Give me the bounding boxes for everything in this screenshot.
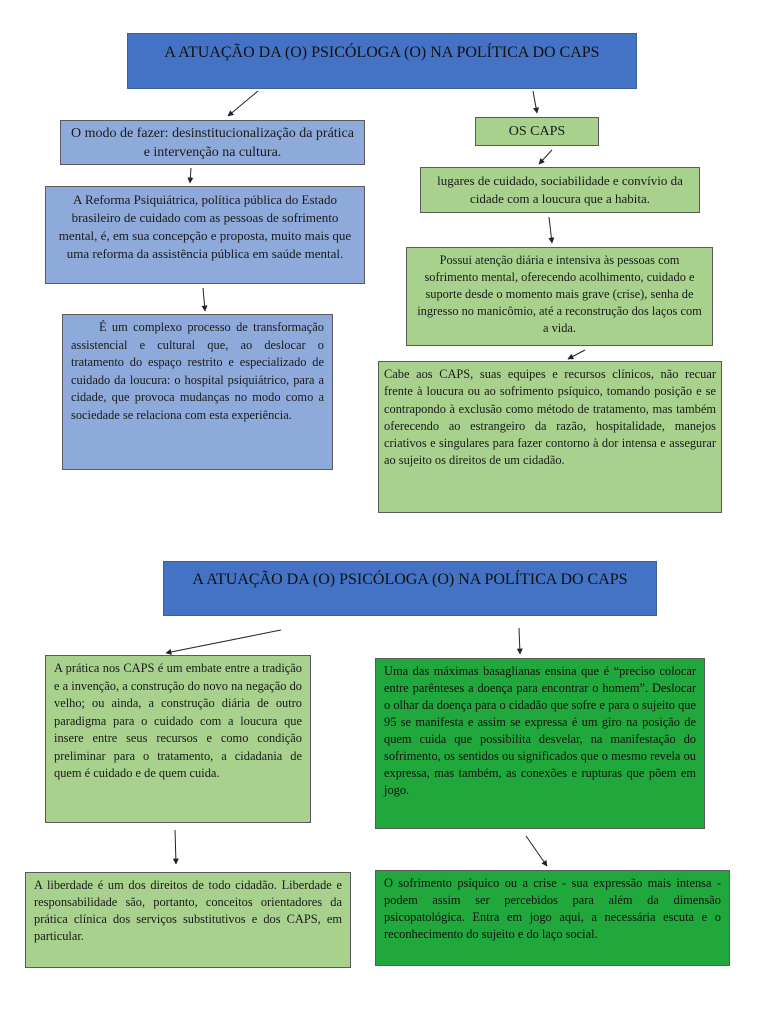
diagram1-left-box-2: A Reforma Psiquiátrica, política pública do Estado brasileiro de cuidado com as pessoas de sofrimento mental, é, em sua concepção e proposta, muito mais que uma reforma da assistência pública em saúde mental. <box>45 186 365 284</box>
arrow-title2-to-right <box>519 628 520 654</box>
arrow-right2-to-right3 <box>549 217 552 243</box>
diagram2-right-box-2: O sofrimento psíquico ou a crise - sua expressão mais intensa - podem assim ser percebidos para além da dimensão psicopatológica. Entra em jogo aqui, a necessária escuta e o reconhecimento do sujeito e do laço social. <box>375 870 730 966</box>
diagram1-left-box-1: O modo de fazer: desinstitucionalização da prática e intervenção na cultura. <box>60 120 365 165</box>
arrow-title1-to-caps <box>533 91 537 113</box>
diagram1-right-box-3: Possui atenção diária e intensiva às pessoas com sofrimento mental, oferecendo acolhimento, cuidado e suporte desde o momento mais grave (crise), senha de ingresso no manicômio, até a reconstrução dos laços com a vida. <box>406 247 713 346</box>
diagram2-right-box-1: Uma das máximas basaglianas ensina que é “preciso colocar entre parênteses a doença para encontrar o homem”. Deslocar o olhar da doença para o cidadão que sofre e para o sujeito que 95 se manifesta e assim se expressa é um giro na posição de quem cuida que possibilita desvelar, na manifestação do sofrimento, os sentidos ou significados que o mesmo revela ou expressa, mas também, as conexões e rupturas que põem em jogo. <box>375 658 705 829</box>
diagram2-title: A ATUAÇÃO DA (O) PSICÓLOGA (O) NA POLÍTICA DO CAPS <box>163 561 657 616</box>
diagram1-caps-box: OS CAPS <box>475 117 599 146</box>
arrow-caps-to-right2 <box>539 150 552 164</box>
diagram1-left-box-3: É um complexo processo de transformação assistencial e cultural que, ao deslocar o tratamento do espaço restrito e especializado de cuidado da loucura: o hospital psiquiátrico, para a cidade, que provoca mudanças no modo como a sociedade se relaciona com esta experiência. <box>62 314 333 470</box>
arrow-left1-to-left2 <box>190 168 191 183</box>
arrow-left2-to-left3 <box>203 288 205 311</box>
arrow-right3-to-right4 <box>568 350 585 359</box>
diagram1-right-box-2: lugares de cuidado, sociabilidade e convívio da cidade com a loucura que a habita. <box>420 167 700 213</box>
arrow-left1-to-left2-d2 <box>175 830 176 864</box>
arrow-title1-to-left <box>228 91 258 116</box>
arrow-right1-to-right2-d2 <box>526 836 547 866</box>
diagram1-right-box-4: Cabe aos CAPS, suas equipes e recursos clínicos, não recuar frente à loucura ou ao sofrimento psíquico, tomando posição e se contrapondo à exclusão como método de tratamento, mas também oferecendo ao estrangeiro da razão, hospitalidade, manejos criativos e singulares para fazer contorno à dor intensa e assegurar ao sujeito os direitos de um cidadão. <box>378 361 722 513</box>
diagram1-title: A ATUAÇÃO DA (O) PSICÓLOGA (O) NA POLÍTICA DO CAPS <box>127 33 637 89</box>
diagram2-left-box-1: A prática nos CAPS é um embate entre a tradição e a invenção, a construção do novo na negação do velho; ou ainda, a construção diária de outro paradigma para o cuidado com a loucura que insere entre seus recursos e como condição preliminar para o tratamento, a cidadania de quem é cuidado e de quem cuida. <box>45 655 311 823</box>
arrow-title2-to-left <box>166 630 281 653</box>
diagram2-left-box-2: A liberdade é um dos direitos de todo cidadão. Liberdade e responsabilidade são, portanto, conceitos orientadores da prática clínica dos serviços substitutivos e dos CAPS, em particular. <box>25 872 351 968</box>
